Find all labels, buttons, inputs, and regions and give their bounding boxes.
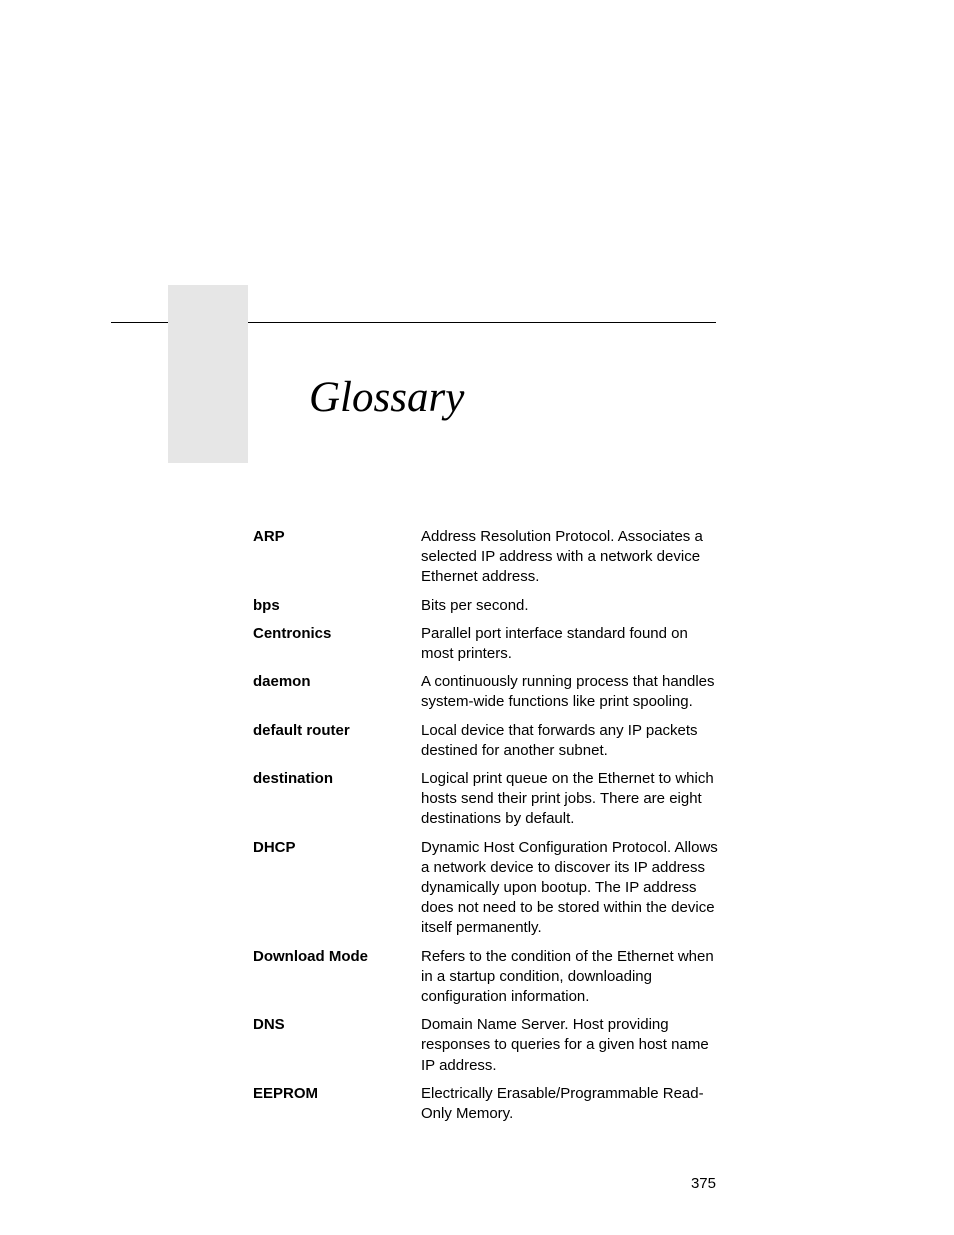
glossary-entry xyxy=(253,947,723,1008)
glossary-term: DNS xyxy=(253,1016,285,1034)
glossary-definition: Domain Name Server. Host providing responses to queries for a given host name IP address. xyxy=(421,1016,709,1074)
header-rule-left xyxy=(111,322,168,323)
glossary-term: Centronics xyxy=(253,624,332,642)
glossary-term: default router xyxy=(253,721,350,739)
glossary-definition: Bits per second. xyxy=(421,596,529,614)
glossary-entry xyxy=(253,596,723,616)
glossary-term: DHCP xyxy=(253,838,296,856)
glossary-definition: Parallel port interface standard found on most printers. xyxy=(421,624,688,663)
glossary-term: Download Mode xyxy=(253,947,368,965)
header-rule-right xyxy=(248,322,716,323)
glossary-entry xyxy=(253,838,723,939)
glossary-entry xyxy=(253,721,723,761)
glossary-term: bps xyxy=(253,596,280,614)
page-number: 375 xyxy=(690,1175,716,1192)
glossary-entry xyxy=(253,769,723,830)
glossary-term: daemon xyxy=(253,673,311,691)
glossary-entry xyxy=(253,1015,723,1076)
chapter-tab xyxy=(168,285,248,463)
glossary-entry xyxy=(253,672,723,712)
glossary-term: destination xyxy=(253,770,334,788)
glossary-definition: Dynamic Host Configuration Protocol. Allows a network device to discover its IP address dynamically upon bootup. The IP address does not need to be stored within the device itself permanently. xyxy=(421,838,718,937)
glossary-definition: Logical print queue on the Ethernet to which hosts send their print jobs. There are eight destinations by default. xyxy=(421,770,714,828)
glossary-list xyxy=(253,527,723,1132)
glossary-entry xyxy=(253,527,723,588)
glossary-definition: A continuously running process that handles system-wide functions like print spooling. xyxy=(421,673,715,711)
glossary-term: EEPROM xyxy=(253,1084,319,1102)
glossary-definition: Local device that forwards any IP packets destined for another subnet. xyxy=(421,721,698,759)
glossary-entry xyxy=(253,624,723,664)
glossary-entry xyxy=(253,1084,723,1124)
glossary-definition: Refers to the condition of the Ethernet when in a startup condition, downloading configuration information. xyxy=(421,947,714,1006)
glossary-term: ARP xyxy=(253,528,285,545)
glossary-definition: Address Resolution Protocol. Associates a selected IP address with a network device Ethernet address. xyxy=(421,528,703,586)
page-title: Glossary xyxy=(309,374,465,421)
glossary-definition: Electrically Erasable/Programmable Read-Only Memory. xyxy=(421,1084,704,1123)
